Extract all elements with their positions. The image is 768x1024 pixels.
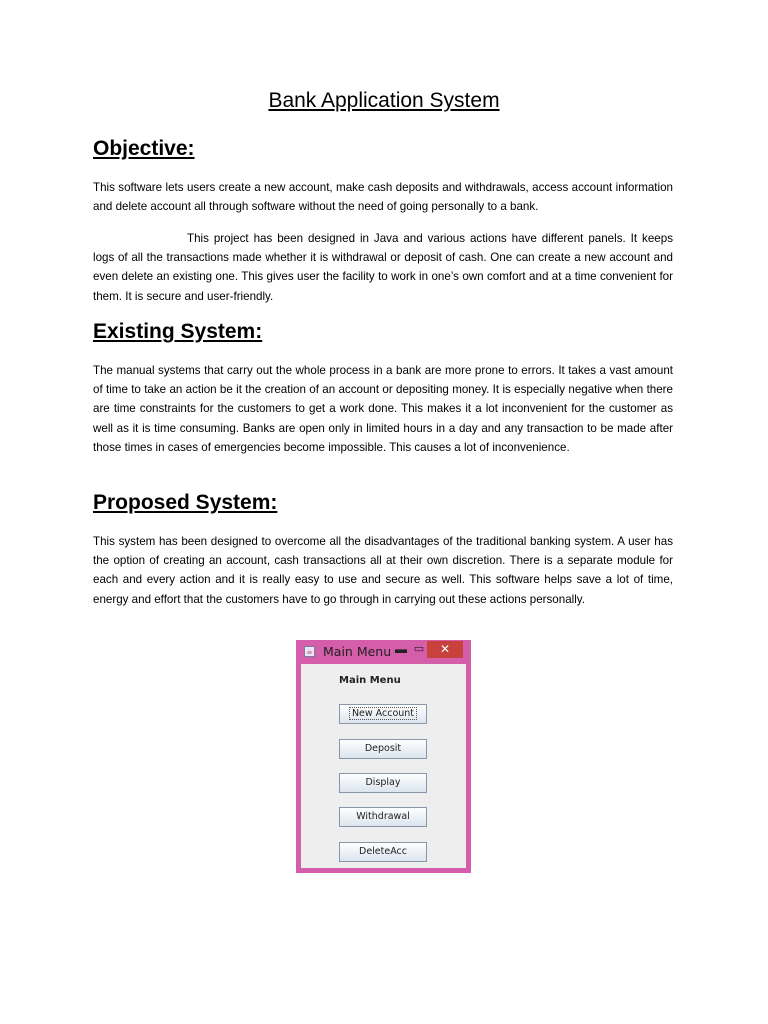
page-title: Bank Application System: [268, 89, 500, 112]
objective-paragraph-2: This project has been designed in Java and various actions have different panels. It keeps logs of all the transactions made whether it is withdrawal or deposit of cash. One can create a new account and even delete an existing one. This gives user the facility to work in one’s own comfort and at a time convenient for them. It is secure and user-friendly.: [93, 232, 673, 303]
withdrawal-button[interactable]: Withdrawal: [339, 807, 427, 827]
proposed-system-heading: Proposed System:: [93, 491, 278, 514]
objective-paragraph-1: This software lets users create a new account, make cash deposits and withdrawals, access account information and delete account all through software without the need of going personally to a bank.: [93, 181, 673, 214]
delete-account-button[interactable]: DeleteAcc: [339, 842, 427, 862]
java-icon: ☕: [305, 647, 314, 656]
new-account-label: New Account: [351, 708, 415, 719]
main-menu-label: Main Menu: [339, 675, 401, 686]
proposed-system-paragraph: This system has been designed to overcome all the disadvantages of the traditional banking system. A user has the option of creating an account, cash transactions all at their own discretion. There is a separate module for each and every action and it is really easy to use and secure as well. This software helps save a lot of time, energy and effort that the customers have to go through in carrying out these actions personally.: [93, 535, 673, 606]
window-titlebar: [296, 640, 471, 664]
maximize-icon[interactable]: ▭: [413, 643, 425, 655]
display-button[interactable]: Display: [339, 773, 427, 793]
window-content: [301, 664, 466, 868]
deposit-button[interactable]: Deposit: [339, 739, 427, 759]
existing-system-heading: Existing System:: [93, 320, 263, 343]
objective-heading: Objective:: [93, 137, 195, 160]
window-title: Main Menu: [323, 644, 392, 659]
main-menu-window-screenshot: [296, 640, 471, 873]
existing-system-paragraph: The manual systems that carry out the whole process in a bank are more prone to errors. It takes a vast amount of time to take an action be it the creation of an account or depositing money. It is especially negative when there are time constraints for the customers to get a work done. This makes it a lot inconvenient for the customer as well as it is time consuming. Banks are open only in limited hours in a day and any transaction to be made after those times in cases of emergencies become impossible. This causes a lot of inconvenience.: [93, 364, 673, 454]
minimize-icon[interactable]: ▬: [395, 642, 407, 656]
close-icon[interactable]: ✕: [427, 641, 463, 658]
new-account-button[interactable]: [339, 704, 427, 724]
